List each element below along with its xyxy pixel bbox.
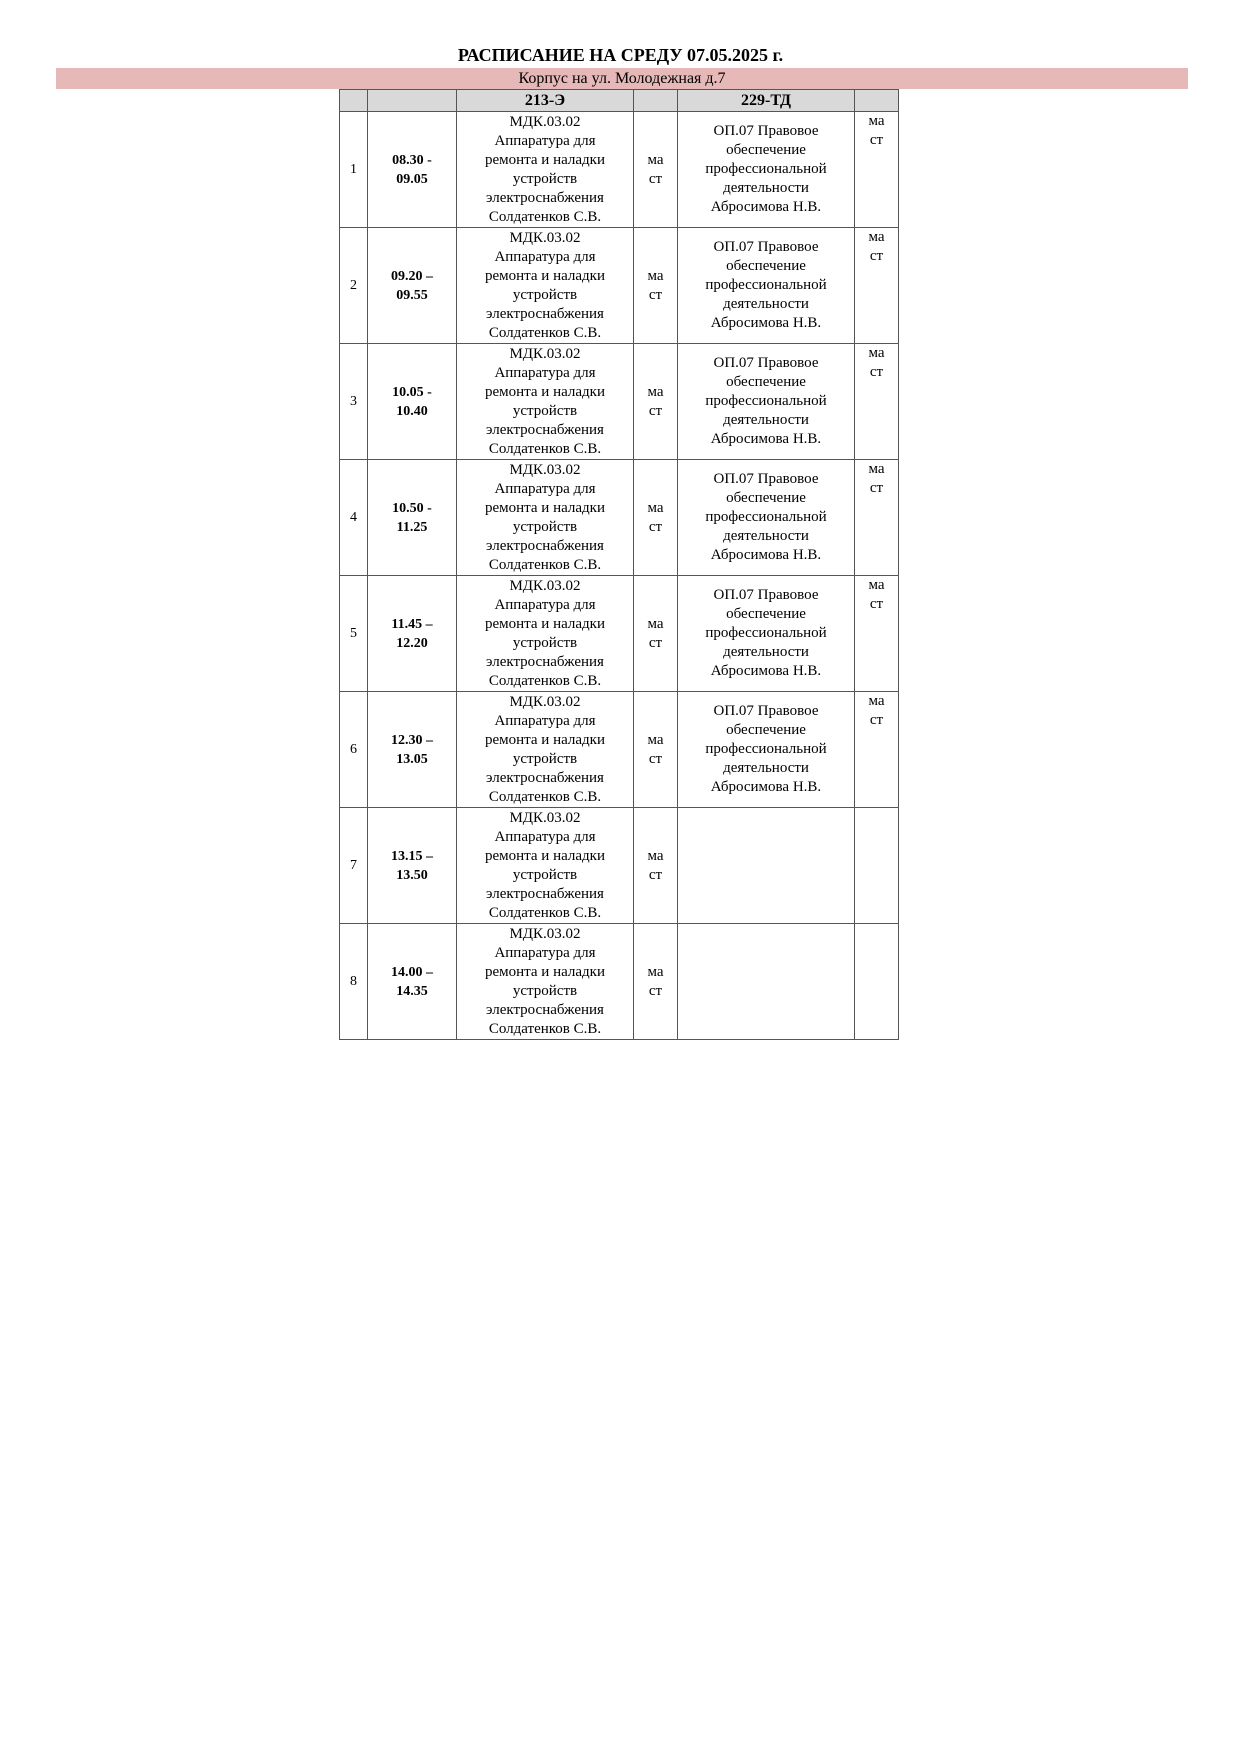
lesson-time: 10.05 - 10.40	[368, 344, 457, 460]
table-row	[340, 112, 899, 228]
group-2-room	[855, 808, 899, 924]
page-title: РАСПИСАНИЕ НА СРЕДУ 07.05.2025 г.	[457, 45, 784, 65]
group-2-subject: ОП.07 Правовое обеспечение профессиональной деятельности Абросимова Н.В.	[678, 460, 855, 576]
group-1-room: ма ст	[634, 924, 678, 1040]
group-2-room: ма ст	[855, 576, 899, 692]
group-1-subject: МДК.03.02 Аппаратура для ремонта и наладки устройств электроснабжения Солдатенков С.В.	[457, 228, 634, 344]
lesson-number: 5	[340, 576, 368, 692]
group-1-room: ма ст	[634, 692, 678, 808]
header-group-2: 229-ТД	[678, 90, 855, 112]
table-row	[340, 228, 899, 344]
group-2-subject: ОП.07 Правовое обеспечение профессиональной деятельности Абросимова Н.В.	[678, 228, 855, 344]
table-row	[340, 692, 899, 808]
lesson-number: 4	[340, 460, 368, 576]
group-2-subject	[678, 924, 855, 1040]
lesson-time: 10.50 - 11.25	[368, 460, 457, 576]
group-1-subject: МДК.03.02 Аппаратура для ремонта и наладки устройств электроснабжения Солдатенков С.В.	[457, 344, 634, 460]
table-row	[340, 924, 899, 1040]
group-1-subject: МДК.03.02 Аппаратура для ремонта и наладки устройств электроснабжения Солдатенков С.В.	[457, 576, 634, 692]
group-2-subject: ОП.07 Правовое обеспечение профессиональной деятельности Абросимова Н.В.	[678, 692, 855, 808]
lesson-time: 08.30 - 09.05	[368, 112, 457, 228]
lesson-time: 12.30 – 13.05	[368, 692, 457, 808]
group-2-subject	[678, 808, 855, 924]
header-num	[340, 90, 368, 112]
lesson-number: 6	[340, 692, 368, 808]
lesson-time: 13.15 – 13.50	[368, 808, 457, 924]
group-1-subject: МДК.03.02 Аппаратура для ремонта и наладки устройств электроснабжения Солдатенков С.В.	[457, 460, 634, 576]
lesson-number: 2	[340, 228, 368, 344]
header-row	[340, 90, 899, 112]
group-1-subject: МДК.03.02 Аппаратура для ремонта и наладки устройств электроснабжения Солдатенков С.В.	[457, 112, 634, 228]
group-2-subject: ОП.07 Правовое обеспечение профессиональной деятельности Абросимова Н.В.	[678, 344, 855, 460]
lesson-time: 14.00 – 14.35	[368, 924, 457, 1040]
group-1-room: ма ст	[634, 576, 678, 692]
table-row	[340, 344, 899, 460]
group-2-room: ма ст	[855, 112, 899, 228]
lesson-time: 11.45 – 12.20	[368, 576, 457, 692]
header-room-1	[634, 90, 678, 112]
header-room-2	[855, 90, 899, 112]
group-2-subject: ОП.07 Правовое обеспечение профессиональной деятельности Абросимова Н.В.	[678, 112, 855, 228]
group-1-subject: МДК.03.02 Аппаратура для ремонта и наладки устройств электроснабжения Солдатенков С.В.	[457, 924, 634, 1040]
lesson-number: 8	[340, 924, 368, 1040]
group-2-room: ма ст	[855, 344, 899, 460]
lesson-number: 3	[340, 344, 368, 460]
lesson-number: 1	[340, 112, 368, 228]
header-time	[368, 90, 457, 112]
building-banner: Корпус на ул. Молодежная д.7	[56, 68, 1188, 89]
lesson-number: 7	[340, 808, 368, 924]
group-2-room: ма ст	[855, 692, 899, 808]
group-2-room	[855, 924, 899, 1040]
group-1-room: ма ст	[634, 808, 678, 924]
table-row	[340, 808, 899, 924]
header-group-1: 213-Э	[457, 90, 634, 112]
group-2-subject: ОП.07 Правовое обеспечение профессиональной деятельности Абросимова Н.В.	[678, 576, 855, 692]
group-1-subject: МДК.03.02 Аппаратура для ремонта и наладки устройств электроснабжения Солдатенков С.В.	[457, 692, 634, 808]
table-row	[340, 460, 899, 576]
group-2-room: ма ст	[855, 228, 899, 344]
group-1-room: ма ст	[634, 460, 678, 576]
table-row	[340, 576, 899, 692]
group-1-room: ма ст	[634, 228, 678, 344]
group-2-room: ма ст	[855, 460, 899, 576]
group-1-room: ма ст	[634, 344, 678, 460]
group-1-room: ма ст	[634, 112, 678, 228]
lesson-time: 09.20 – 09.55	[368, 228, 457, 344]
group-1-subject: МДК.03.02 Аппаратура для ремонта и наладки устройств электроснабжения Солдатенков С.В.	[457, 808, 634, 924]
schedule-table	[339, 89, 899, 1040]
